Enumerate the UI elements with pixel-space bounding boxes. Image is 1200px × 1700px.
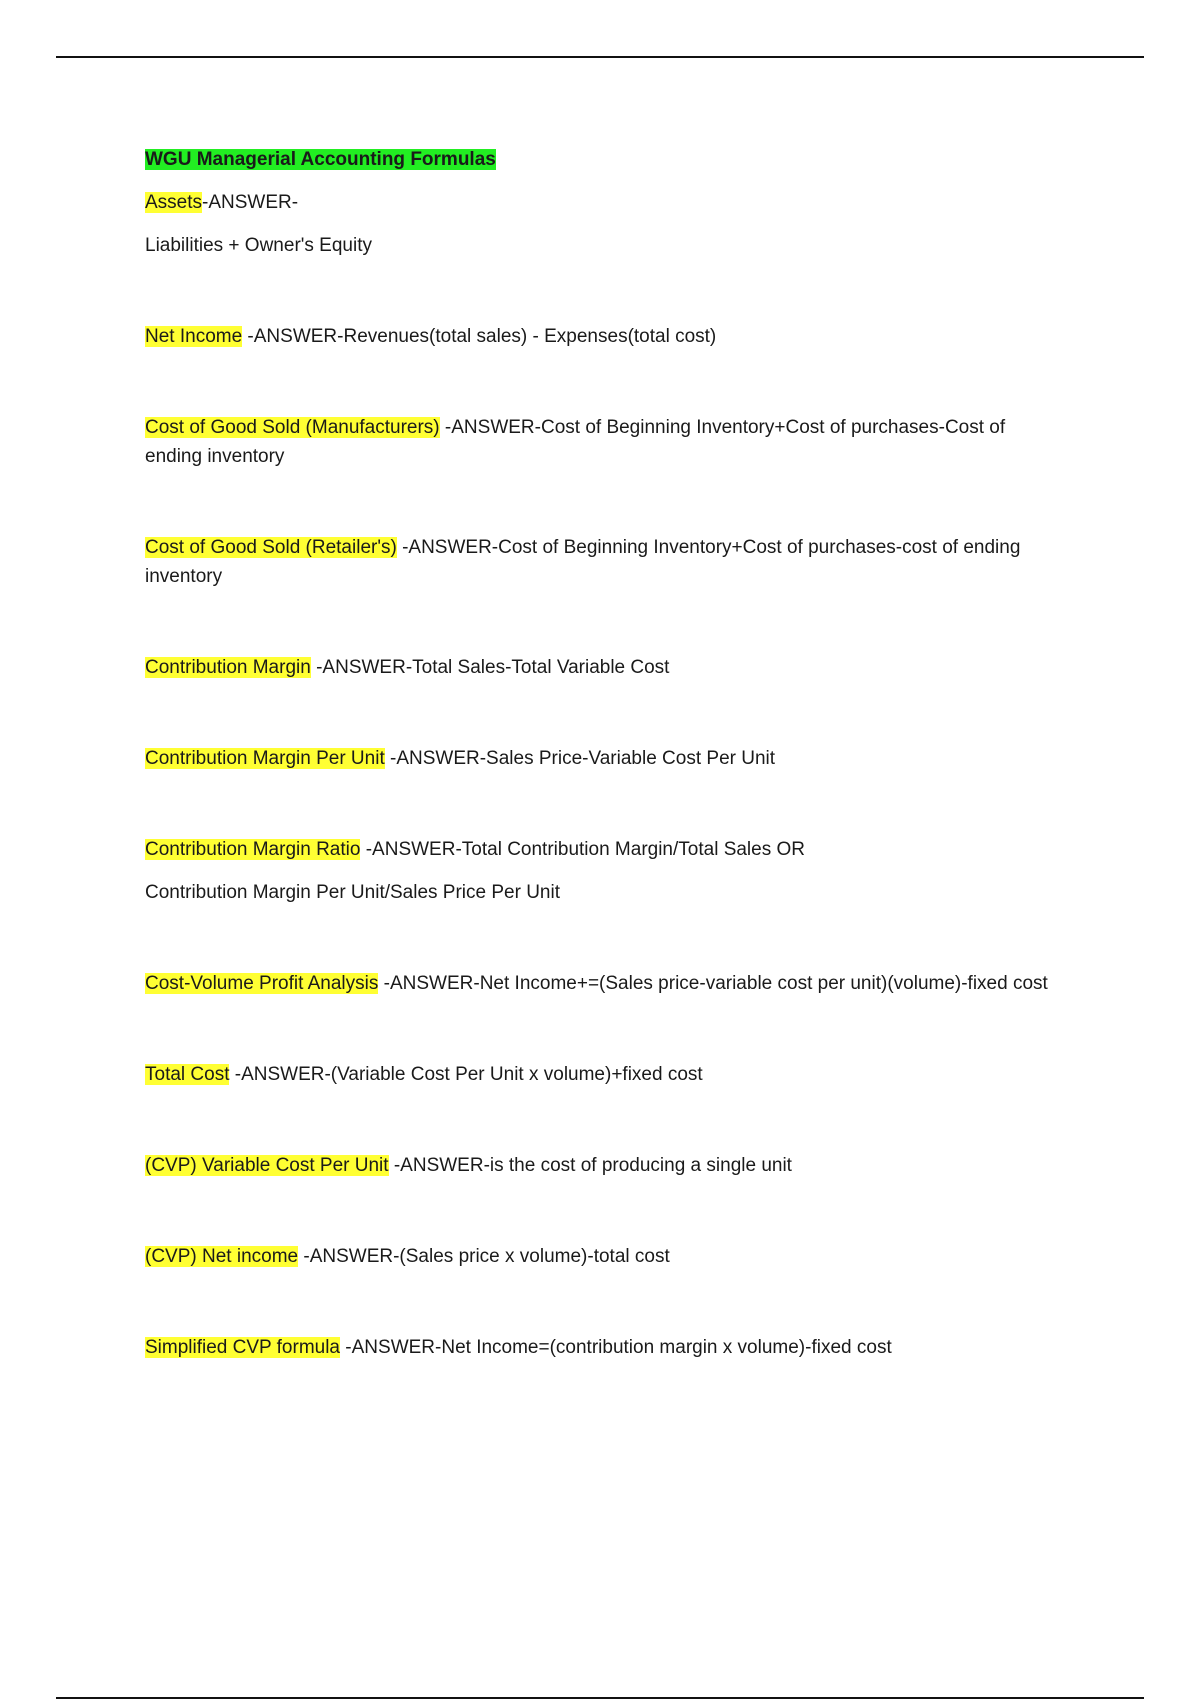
term-label: Contribution Margin (145, 657, 311, 678)
entry-contribution-margin-ratio (145, 835, 1065, 864)
entry-total-cost (145, 1060, 1065, 1089)
term-label: Assets (145, 192, 203, 213)
answer-text: -ANSWER-Cost of Beginning Inventory+Cost of purchases-Cost of ending inventory (145, 417, 1006, 467)
footer-rule (56, 1697, 1144, 1699)
answer-text: -ANSWER-Total Contribution Margin/Total Sales OR (360, 839, 805, 860)
term-label: Contribution Margin Per Unit (145, 748, 385, 769)
term-label: Cost of Good Sold (Manufacturers) (145, 417, 440, 438)
term-label: (CVP) Net income (145, 1246, 299, 1267)
term-label: Cost of Good Sold (Retailer's) (145, 537, 397, 558)
document-title: WGU Managerial Accounting Formulas (145, 149, 496, 170)
entry-cogs-manufacturers (145, 413, 1065, 471)
answer-text: -ANSWER-Total Sales-Total Variable Cost (310, 657, 670, 678)
term-label: Total Cost (145, 1064, 230, 1085)
document-body (145, 145, 1065, 1362)
entry-cvp-analysis (145, 969, 1065, 998)
answer-text: -ANSWER-Net Income+=(Sales price-variable cost per unit)(volume)-fixed cost (378, 973, 1048, 994)
entry-contribution-margin-per-unit (145, 744, 1065, 773)
term-label: Net Income (145, 326, 243, 347)
entry-assets-continuation: Liabilities + Owner's Equity (145, 235, 372, 256)
answer-text: -ANSWER-Cost of Beginning Inventory+Cost of purchases-cost of ending inventory (145, 537, 1021, 587)
answer-text: -ANSWER-is the cost of producing a single unit (388, 1155, 792, 1176)
term-label: Contribution Margin Ratio (145, 839, 361, 860)
entry-simplified-cvp (145, 1333, 1065, 1362)
answer-text: -ANSWER-Sales Price-Variable Cost Per Unit (384, 748, 776, 769)
entry-contribution-margin-ratio-continuation: Contribution Margin Per Unit/Sales Price Per Unit (145, 882, 561, 903)
term-label: Simplified CVP formula (145, 1337, 341, 1358)
term-label: (CVP) Variable Cost Per Unit (145, 1155, 389, 1176)
entry-assets (145, 188, 1065, 217)
answer-text: -ANSWER- (202, 192, 299, 213)
answer-text: -ANSWER-(Variable Cost Per Unit x volume)+fixed cost (229, 1064, 703, 1085)
term-label: Cost-Volume Profit Analysis (145, 973, 379, 994)
entry-cvp-variable-cost (145, 1151, 1065, 1180)
answer-text: -ANSWER-Net Income=(contribution margin x volume)-fixed cost (340, 1337, 892, 1358)
entry-contribution-margin (145, 653, 1065, 682)
entry-cvp-net-income (145, 1242, 1065, 1271)
answer-text: -ANSWER-(Sales price x volume)-total cost (298, 1246, 670, 1267)
header-rule (56, 56, 1144, 58)
answer-text: -ANSWER-Revenues(total sales) - Expenses(total cost) (242, 326, 717, 347)
entry-cogs-retailers (145, 533, 1065, 591)
entry-net-income (145, 322, 1065, 351)
